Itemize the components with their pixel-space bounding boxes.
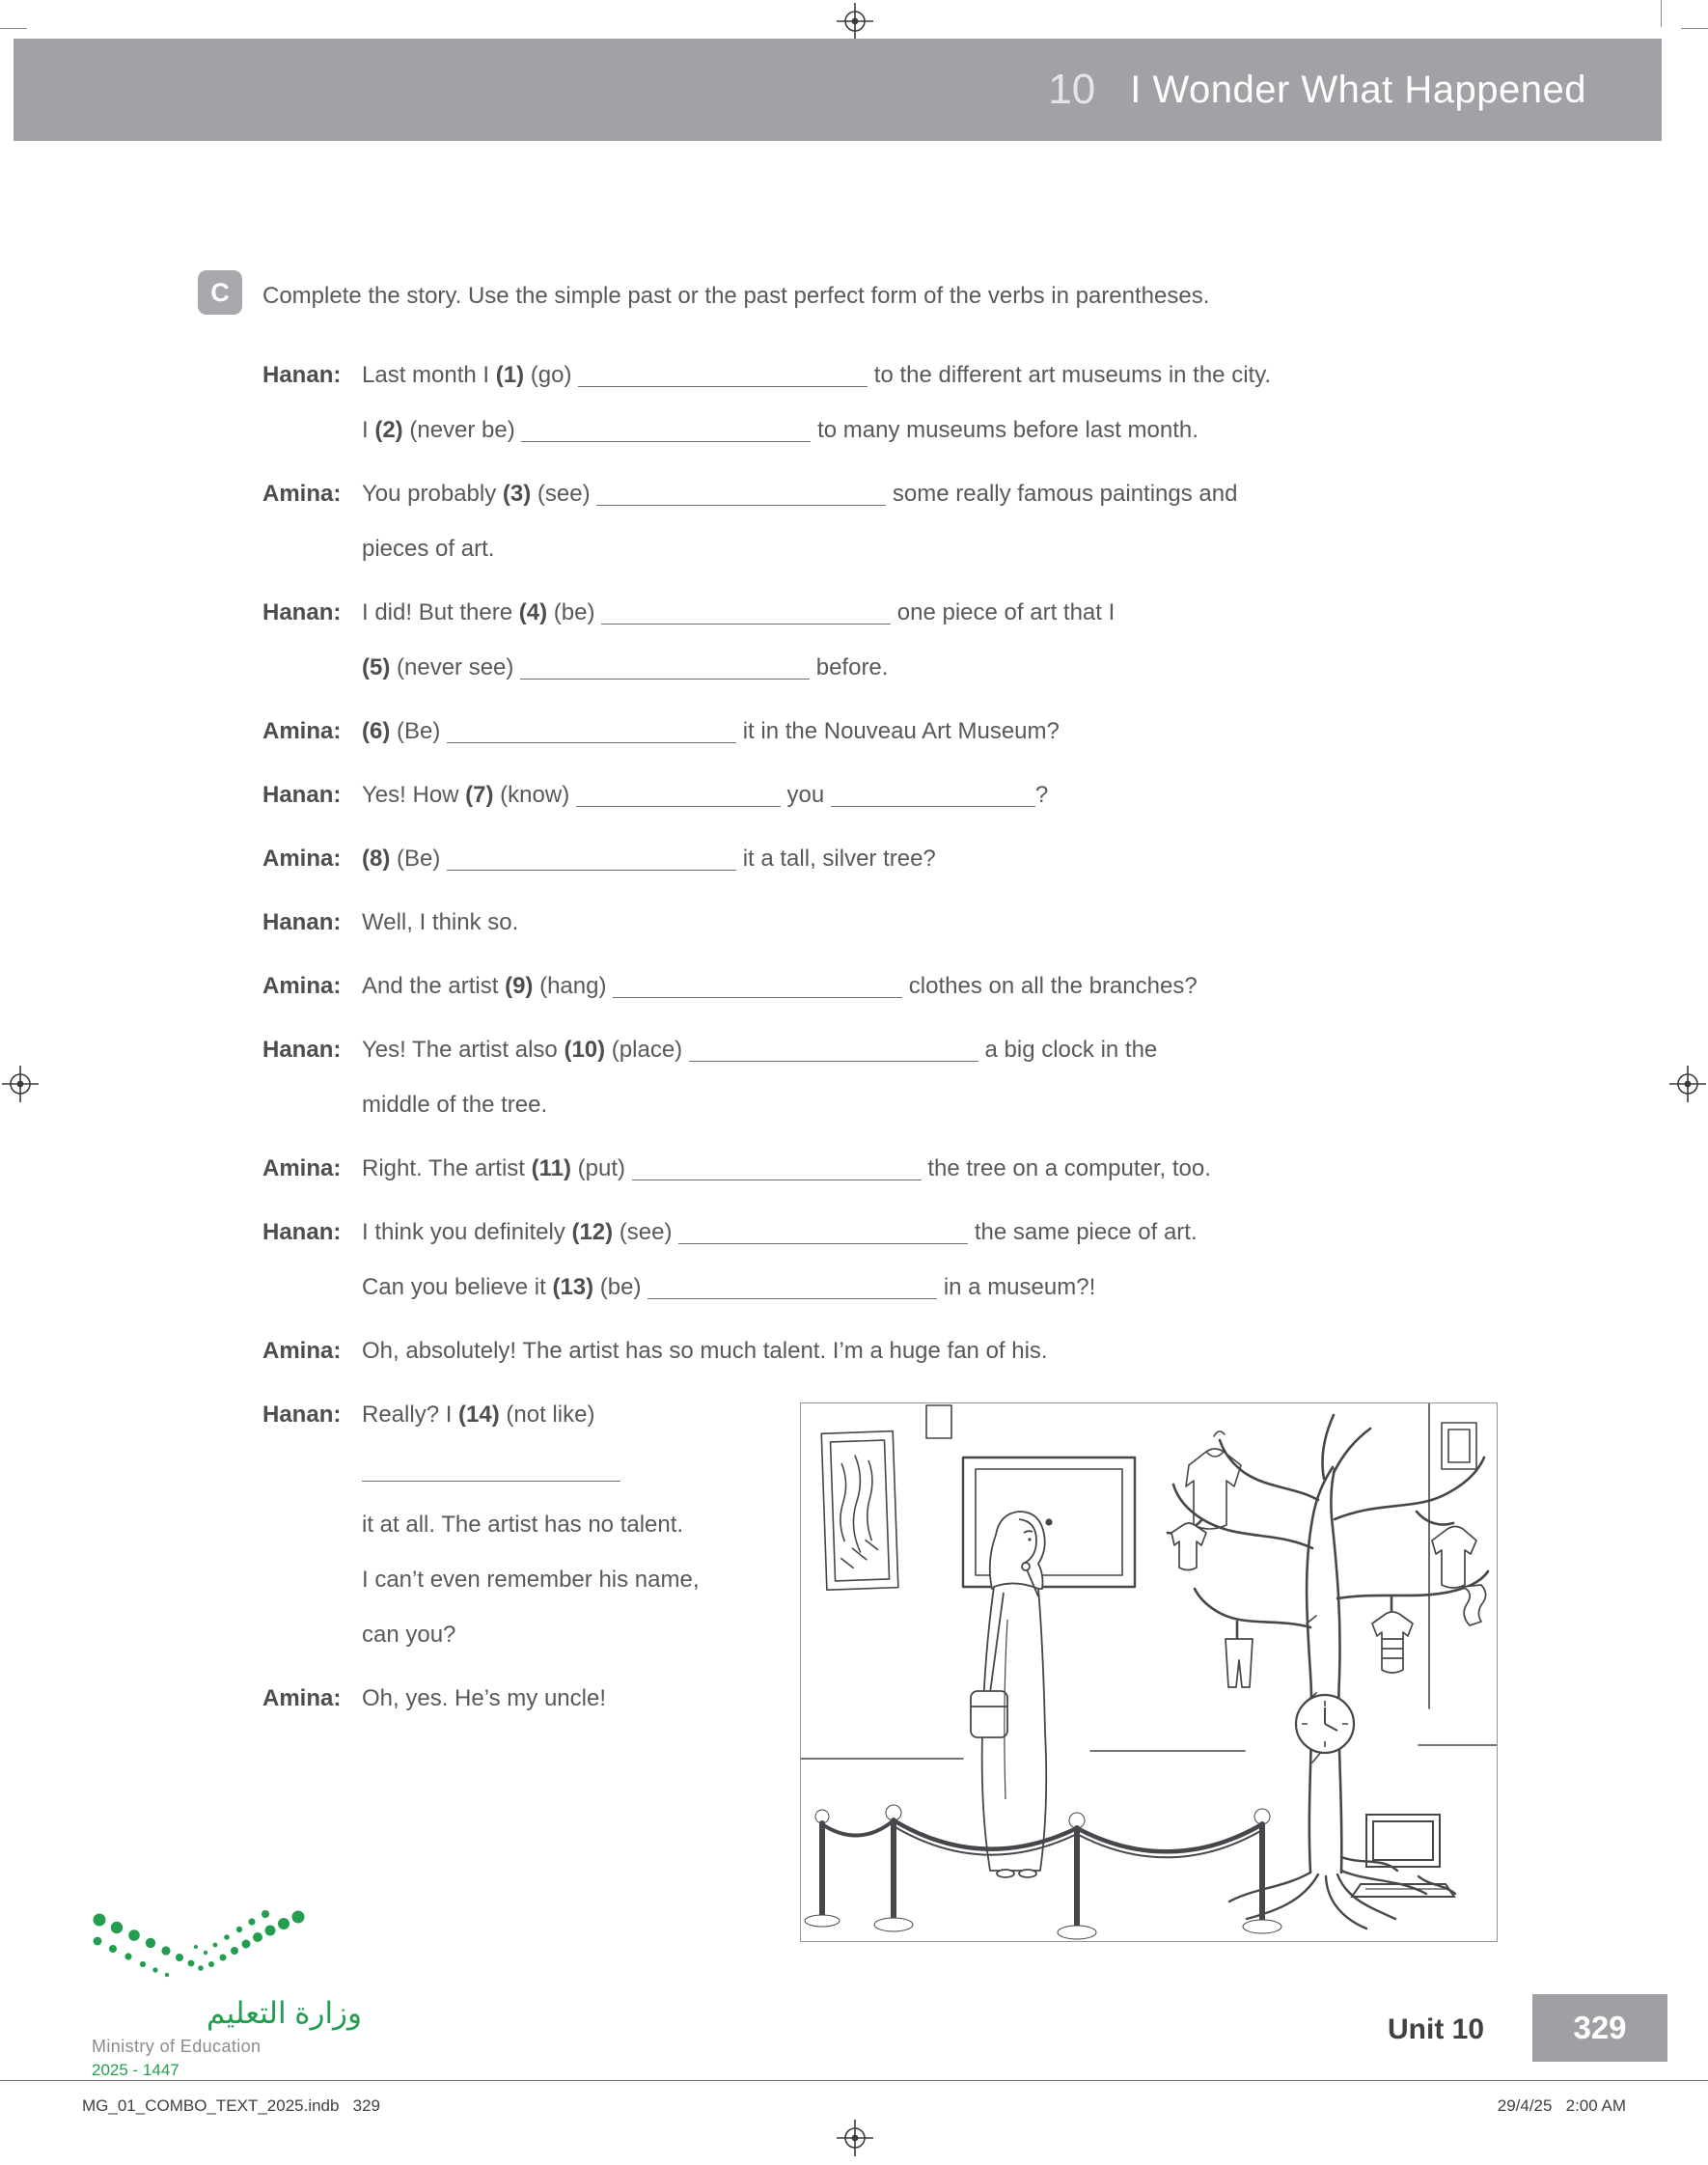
dialogue-turn-body	[362, 715, 1498, 770]
registration-mark-left	[2, 1066, 39, 1102]
dialogue-turn-body	[362, 1152, 1498, 1207]
trim-mark	[0, 28, 27, 29]
dot-painting	[963, 1457, 1135, 1587]
dialogue-line	[362, 1399, 800, 1431]
dialogue-text: pieces of art.	[362, 536, 495, 562]
speaker-label: Amina:	[262, 481, 342, 507]
verb-number: (3)	[502, 481, 532, 507]
dialogue-text: can you?	[362, 1622, 456, 1648]
dialogue-turn	[262, 1152, 1498, 1207]
museum-illustration	[801, 1403, 1497, 1941]
speaker-label: Hanan:	[262, 782, 342, 808]
ministry-logo-dots-icon	[92, 1906, 323, 1987]
unit-number: 10	[1048, 66, 1096, 113]
stanchion-post	[874, 1805, 913, 1931]
answer-blank[interactable]	[362, 1457, 620, 1482]
verb-number: (6)	[362, 718, 391, 744]
ministry-name-arabic: وزارة التعليم	[207, 1996, 362, 2030]
speaker-label: Hanan:	[262, 1402, 342, 1428]
dialogue-text: one piece of art that I	[891, 599, 1116, 625]
unit-title: I Wonder What Happened	[1130, 68, 1586, 111]
dialogue-text: Yes! How	[362, 782, 466, 808]
answer-blank[interactable]	[632, 1156, 922, 1180]
verb-number: (11)	[531, 1155, 571, 1181]
dialogue-text: (never see)	[390, 654, 521, 680]
dialogue-text: (go)	[524, 362, 579, 388]
small-frame	[926, 1405, 951, 1438]
answer-blank[interactable]	[520, 655, 810, 680]
dialogue-text: (never be)	[402, 417, 522, 443]
dialogue-text: You probably	[362, 481, 503, 507]
speaker-label: Hanan:	[262, 599, 342, 625]
dialogue-text: I think you definitely	[362, 1219, 572, 1245]
dialogue-text: Oh, yes. He’s my uncle!	[362, 1685, 606, 1711]
dialogue-line	[362, 1509, 800, 1541]
verb-number: (1)	[495, 362, 525, 388]
dialogue-text: middle of the tree.	[362, 1092, 548, 1118]
dialogue-exercise	[262, 359, 1498, 1942]
speaker-label: Amina:	[262, 1685, 342, 1711]
section-label-badge: C	[198, 270, 242, 315]
dialogue-turn-body	[362, 779, 1498, 834]
answer-blank[interactable]	[601, 600, 891, 625]
dialogue-text: you	[780, 782, 831, 808]
speaker-label: Amina:	[262, 846, 342, 872]
dialogue-text: Can you believe it	[362, 1274, 553, 1300]
page-number-badge: 329	[1532, 1994, 1667, 2062]
stanchion-post	[1058, 1813, 1096, 1939]
dialogue-text: (place)	[605, 1037, 689, 1063]
dialogue-turn-body	[362, 1399, 800, 1674]
dialogue-turn-body	[362, 1335, 1498, 1390]
dialogue-side	[262, 1399, 800, 1942]
dialogue-text: Really? I	[362, 1402, 459, 1428]
dialogue-turn	[262, 843, 1498, 898]
dialogue-line	[362, 906, 1498, 939]
speaker-label: Amina:	[262, 718, 342, 744]
dialogue-line	[362, 1216, 1498, 1249]
dialogue-text: I did! But there	[362, 599, 519, 625]
dialogue-turn-body	[362, 1682, 800, 1737]
dialogue-turn	[262, 906, 1498, 961]
dialogue-line	[362, 779, 1498, 812]
verb-number: (2)	[374, 417, 403, 443]
verb-number: (7)	[465, 782, 494, 808]
dialogue-line	[362, 1034, 1498, 1067]
answer-blank[interactable]	[447, 719, 736, 743]
dialogue-turn-body	[362, 597, 1498, 707]
dialogue-text: clothes on all the branches?	[902, 973, 1198, 999]
registration-mark-top	[837, 3, 873, 40]
dialogue-line	[362, 970, 1498, 1003]
dialogue-text: ?	[1034, 782, 1049, 808]
dialogue-text: (not like)	[499, 1402, 595, 1428]
hanging-clothes	[1171, 1523, 1486, 1687]
dialogue-text: (see)	[531, 481, 597, 507]
ministry-years: 2025 - 1447	[92, 2061, 179, 2079]
speaker-label: Hanan:	[262, 1219, 342, 1245]
dialogue-turn	[262, 1335, 1498, 1390]
silver-tree	[1168, 1415, 1488, 1873]
dialogue-turn	[262, 597, 1498, 707]
answer-blank[interactable]	[578, 363, 868, 387]
speaker-label: Hanan:	[262, 362, 342, 388]
verb-number: (5)	[362, 654, 391, 680]
verb-number: (10)	[564, 1037, 606, 1063]
dialogue-line	[362, 1271, 1498, 1304]
speaker-label: Hanan:	[262, 1037, 342, 1063]
framed-artwork	[821, 1431, 898, 1590]
imprint-print-date: 29/4/25 2:00 AM	[1497, 2096, 1626, 2115]
trim-mark	[1681, 28, 1708, 29]
dialogue-turn	[262, 359, 1498, 469]
dialogue-line	[362, 1564, 800, 1596]
dialogue-line	[362, 1335, 1498, 1368]
museum-visitor	[971, 1512, 1046, 1877]
dialogue-turn	[262, 1216, 1498, 1326]
dialogue-text: Oh, absolutely! The artist has so much talent. I’m a huge fan of his.	[362, 1338, 1048, 1364]
stanchion-post	[805, 1810, 840, 1927]
dialogue-turn	[262, 1034, 1498, 1144]
dialogue-text: the same piece of art.	[968, 1219, 1198, 1245]
dialogue-line	[362, 1454, 800, 1486]
dialogue-text: (Be)	[390, 718, 448, 744]
dialogue-turn-body	[362, 1216, 1498, 1326]
dialogue-turn	[262, 478, 1498, 588]
speaker-label: Hanan:	[262, 909, 342, 935]
dialogue-line	[362, 652, 1498, 684]
dialogue-turn	[262, 779, 1498, 834]
registration-mark-bottom	[837, 2120, 873, 2156]
dialogue-and-figure-row	[262, 1399, 1498, 1942]
dialogue-text: the tree on a computer, too.	[921, 1155, 1211, 1181]
dialogue-text: Last month I	[362, 362, 496, 388]
dialogue-line	[362, 414, 1498, 447]
dialogue-text: to many museums before last month.	[811, 417, 1198, 443]
speaker-label: Amina:	[262, 1338, 342, 1364]
dialogue-line	[362, 1682, 800, 1715]
dialogue-line	[362, 359, 1498, 392]
dialogue-line	[362, 533, 1498, 566]
tree-clock	[1296, 1695, 1354, 1753]
registration-mark-right	[1669, 1066, 1706, 1102]
dialogue-turn	[262, 1399, 800, 1674]
ministry-logo	[92, 1906, 362, 2080]
dialogue-turn	[262, 970, 1498, 1025]
speaker-label: Amina:	[262, 973, 342, 999]
dialogue-line	[362, 478, 1498, 511]
answer-blank[interactable]	[689, 1038, 978, 1062]
dialogue-turn	[262, 715, 1498, 770]
floor-line	[801, 1745, 1497, 1759]
dialogue-text: some really famous paintings and	[886, 481, 1238, 507]
dialogue-text: it at all. The artist has no talent.	[362, 1512, 684, 1538]
answer-blank[interactable]	[613, 974, 902, 998]
verb-number: (4)	[518, 599, 548, 625]
museum-illustration-frame	[800, 1402, 1498, 1942]
dialogue-line	[362, 843, 1498, 875]
verb-number: (13)	[552, 1274, 594, 1300]
answer-blank[interactable]	[521, 418, 811, 442]
dialogue-turn-body	[362, 906, 1498, 961]
dialogue-text: it in the Nouveau Art Museum?	[736, 718, 1060, 744]
trim-mark	[1661, 0, 1662, 27]
dialogue-text: (be)	[547, 599, 602, 625]
verb-number: (8)	[362, 846, 391, 872]
answer-blank[interactable]	[831, 783, 1035, 807]
unit-footer-label: Unit 10	[1388, 2013, 1485, 2045]
dialogue-turn-body	[362, 359, 1498, 469]
dialogue-turn-body	[362, 478, 1498, 588]
answer-blank[interactable]	[576, 783, 781, 807]
dialogue-text: (Be)	[390, 846, 448, 872]
dialogue-text: before.	[810, 654, 889, 680]
dialogue-text: I	[362, 417, 375, 443]
dialogue-line	[362, 1152, 1498, 1185]
dialogue-text: (put)	[571, 1155, 632, 1181]
answer-blank[interactable]	[647, 1275, 937, 1299]
dialogue-turn-body	[362, 1034, 1498, 1144]
ministry-name-english: Ministry of Education	[92, 2037, 262, 2056]
dialogue-text: And the artist	[362, 973, 506, 999]
dialogue-text: (be)	[593, 1274, 648, 1300]
imprint-file-info: MG_01_COMBO_TEXT_2025.indb 329	[82, 2096, 380, 2115]
verb-number: (14)	[458, 1402, 500, 1428]
dialogue-text: to the different art museums in the city.	[868, 362, 1272, 388]
dialogue-text: (see)	[613, 1219, 679, 1245]
speaker-label: Amina:	[262, 1155, 342, 1181]
dialogue-text: Yes! The artist also	[362, 1037, 565, 1063]
dialogue-turn	[262, 1682, 800, 1737]
dialogue-text: it a tall, silver tree?	[736, 846, 936, 872]
dialogue-text: I can’t even remember his name,	[362, 1567, 700, 1593]
dialogue-line	[362, 597, 1498, 629]
right-frame	[1442, 1423, 1476, 1469]
answer-blank[interactable]	[678, 1220, 968, 1244]
exercise-instructions: Complete the story. Use the simple past or the past perfect form of the verbs in parentheses.	[262, 283, 1210, 309]
dialogue-main	[262, 359, 1498, 1390]
verb-number: (9)	[505, 973, 534, 999]
answer-blank[interactable]	[596, 482, 886, 506]
footer-rule	[0, 2080, 1708, 2081]
dialogue-text: a big clock in the	[978, 1037, 1158, 1063]
dialogue-text: in a museum?!	[937, 1274, 1096, 1300]
dialogue-turn-body	[362, 970, 1498, 1025]
verb-number: (12)	[571, 1219, 614, 1245]
dialogue-turn-body	[362, 843, 1498, 898]
dialogue-text: Well, I think so.	[362, 909, 519, 935]
dialogue-text: Right. The artist	[362, 1155, 532, 1181]
dialogue-text: (hang)	[533, 973, 614, 999]
answer-blank[interactable]	[447, 847, 736, 871]
dialogue-line	[362, 1619, 800, 1652]
dialogue-line	[362, 715, 1498, 748]
dialogue-text: (know)	[493, 782, 576, 808]
unit-header-band	[14, 39, 1662, 141]
dialogue-line	[362, 1089, 1498, 1122]
stanchion-post	[1243, 1809, 1281, 1933]
